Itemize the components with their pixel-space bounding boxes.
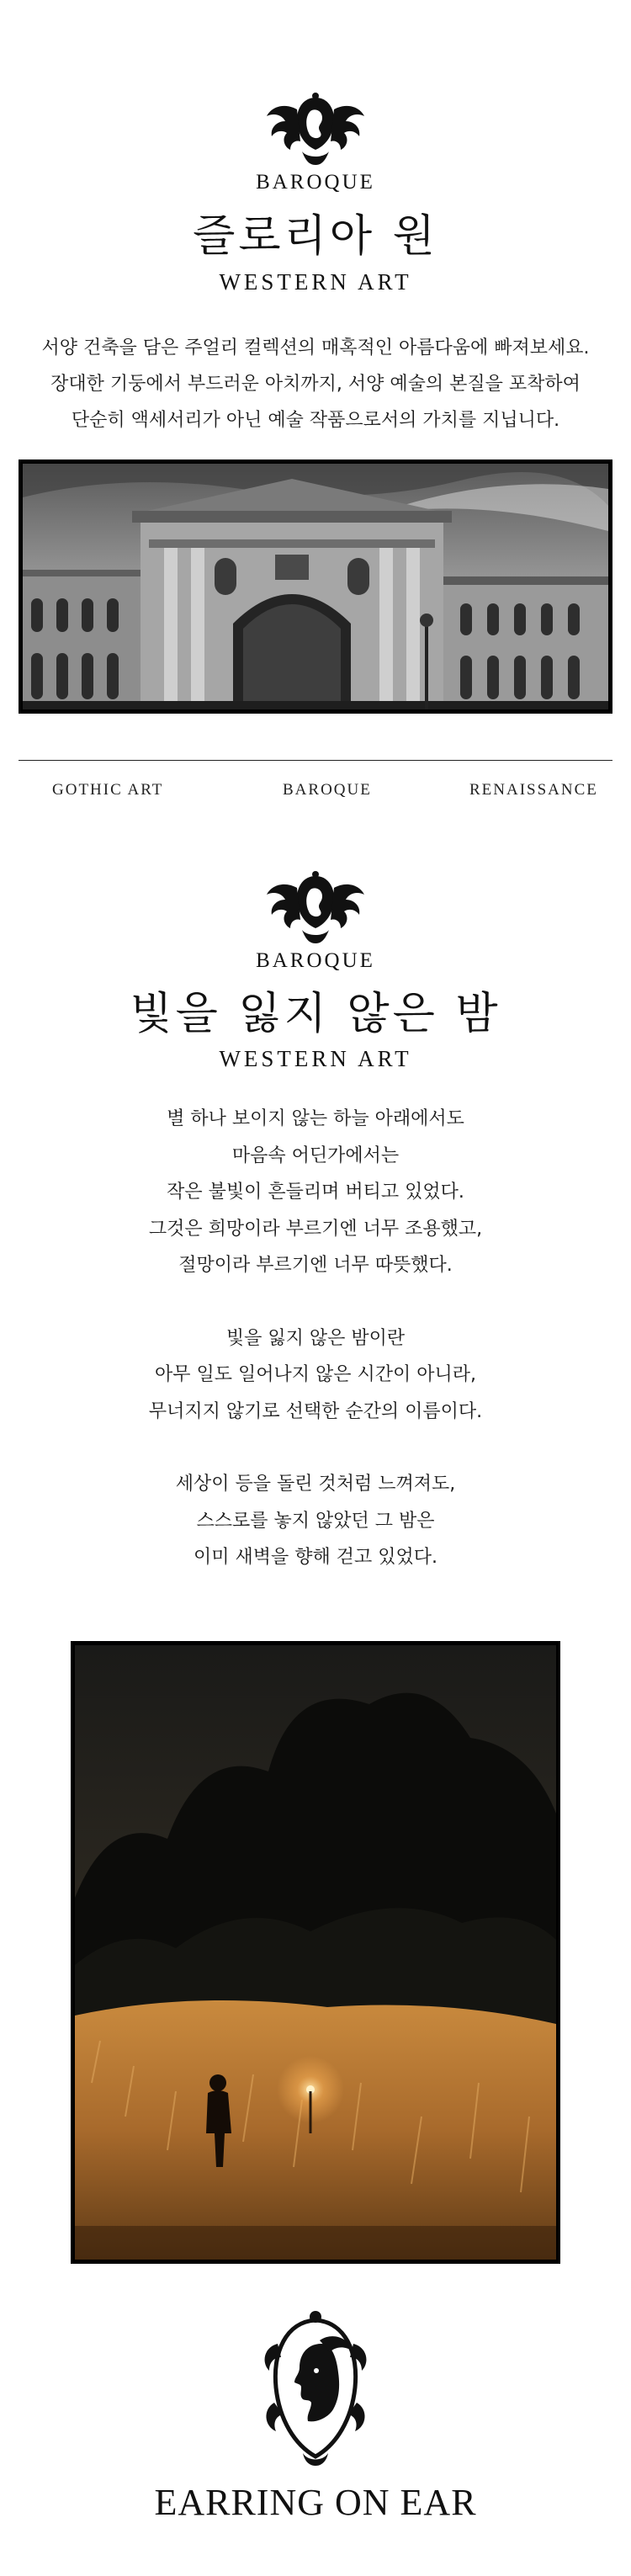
- collection-description: [0, 330, 631, 438]
- arch-building-photo: [19, 459, 612, 714]
- poem-title: 빛을 잃지 않은 밤: [130, 989, 501, 1039]
- poem-line: 빛을 잃지 않은 밤이란: [225, 1327, 406, 1349]
- poem-line: 작은 불빛이 흔들리며 버티고 있었다.: [167, 1182, 464, 1203]
- poem-line: 절망이라 부르기엔 너무 따뜻했다.: [178, 1255, 453, 1276]
- night-field-painting: [71, 1641, 560, 2264]
- description-line: 서양 건축을 담은 주얼리 컬렉션의 매혹적인 아름다움에 빠져보세요.: [41, 337, 590, 359]
- poem-line: 마음속 어딘가에서는: [231, 1145, 400, 1166]
- nav-gothic-art[interactable]: GOTHIC ART: [52, 781, 164, 799]
- collection-title: 즐로리아 원: [193, 211, 438, 262]
- poem-body: [0, 1101, 631, 1576]
- nav-baroque[interactable]: BAROQUE: [283, 781, 372, 799]
- poem-line: 이미 새벽을 향해 걷고 있었다.: [194, 1547, 437, 1568]
- description-line: 장대한 기둥에서 부드러운 아치까지, 서양 예술의 본질을 포착하여: [50, 374, 581, 395]
- nav-renaissance[interactable]: RENAISSANCE: [469, 781, 598, 799]
- description-line: 단순히 액세서리가 아닌 예술 작품으로서의 가치를 지닙니다.: [71, 410, 560, 431]
- collection-subtitle: WESTERN ART: [219, 269, 412, 295]
- poem-line: 세상이 등을 돌린 것처럼 느껴져도,: [175, 1474, 456, 1495]
- poem-line: 스스로를 놓지 않았던 그 밤은: [196, 1510, 435, 1532]
- category-nav: [19, 760, 612, 811]
- poem-line: 아무 일도 일어나지 않은 시간이 아니라,: [155, 1364, 476, 1385]
- ornate-profile-crest-icon: [261, 2310, 370, 2466]
- poem-line: 그것은 희망이라 부르기엔 너무 조용했고,: [148, 1218, 483, 1240]
- poem-line: 별 하나 보이지 않는 하늘 아래에서도: [167, 1108, 464, 1129]
- baroque-crest-icon: [255, 93, 376, 168]
- baroque-crest-icon: [255, 871, 376, 947]
- footer-brand: EARRING ON EAR: [154, 2482, 477, 2523]
- brand-label: BAROQUE: [256, 171, 375, 194]
- poem-line: 무너지지 않기로 선택한 순간의 이름이다.: [148, 1400, 483, 1422]
- poem-subtitle: WESTERN ART: [219, 1046, 412, 1071]
- brand-label: BAROQUE: [256, 949, 375, 972]
